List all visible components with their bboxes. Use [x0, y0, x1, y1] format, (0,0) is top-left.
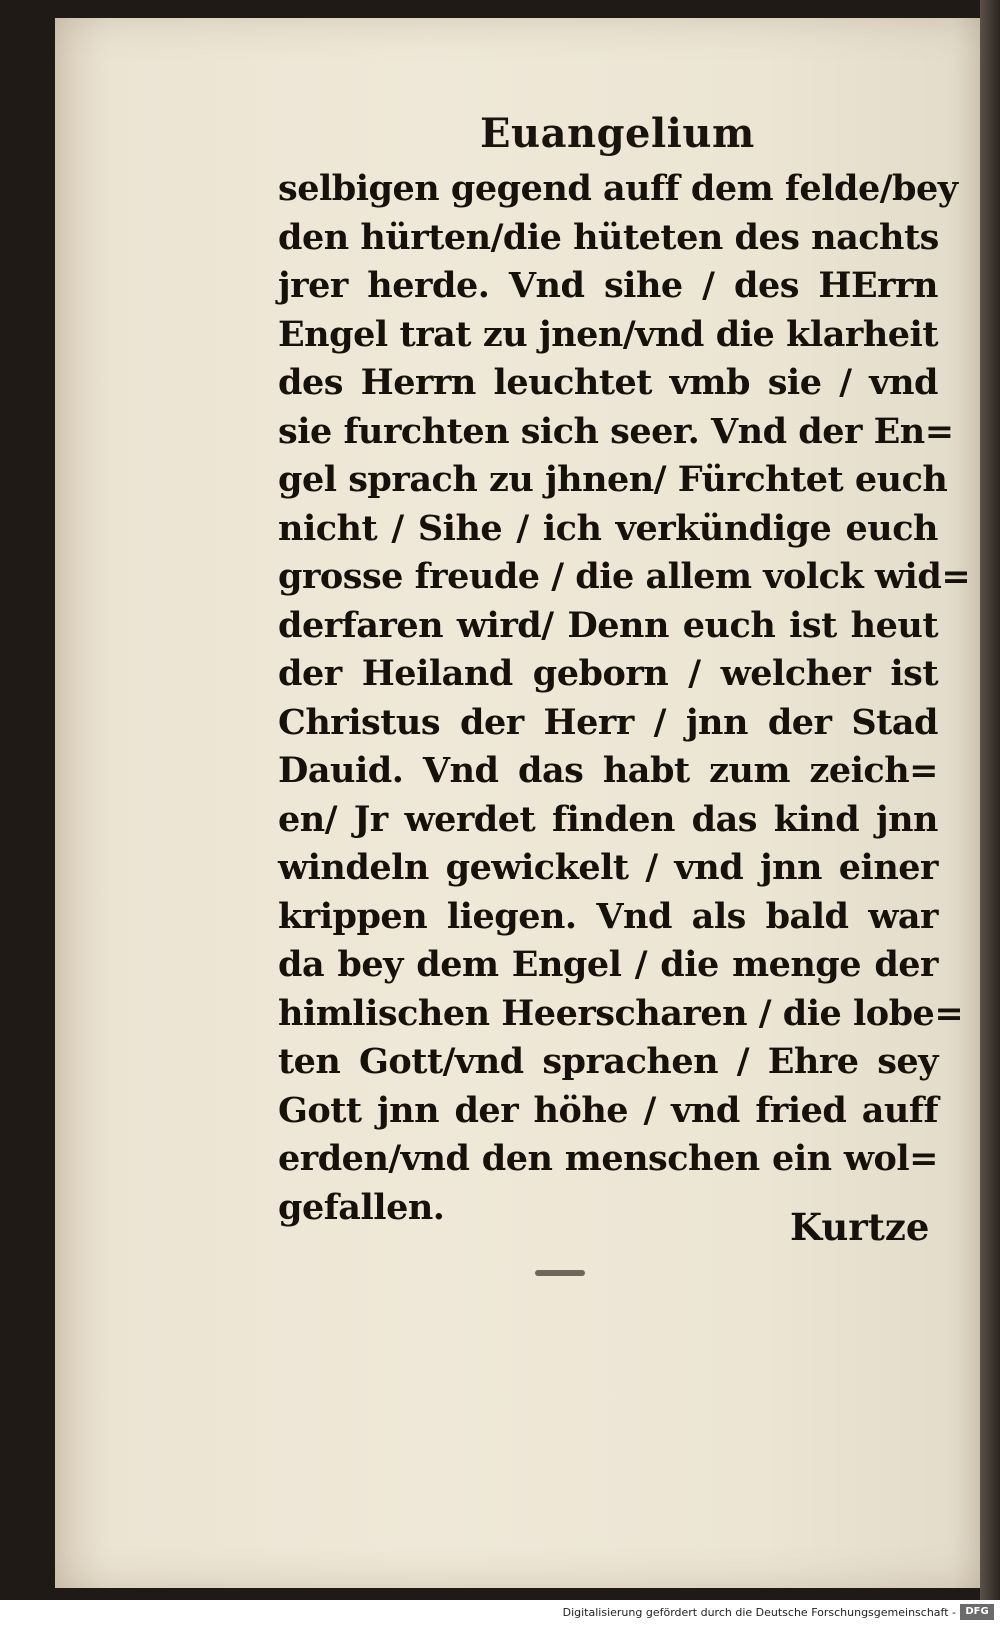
text-line: selbigen gegend auff dem felde/bey	[278, 168, 958, 209]
text-line: da bey dem Engel / die menge der	[278, 944, 938, 985]
text-line: en/ Jr werdet finden das kind jnn	[278, 798, 938, 840]
catchword: Kurtze	[790, 1205, 930, 1249]
text-line: himlischen Heerscharen / die lobe=	[278, 992, 964, 1034]
body-text	[278, 165, 971, 1232]
ink-smudge	[535, 1270, 585, 1276]
text-line: jrer herde. Vnd sihe / des HErrn	[278, 265, 938, 306]
text-line: Engel trat zu jnen/vnd die klarheit	[278, 313, 938, 355]
text-line: Dauid. Vnd das habt zum zeich=	[278, 750, 938, 791]
text-line: sie furchten sich seer. Vnd der En=	[278, 410, 954, 452]
text-line: Gott jnn der höhe / vnd fried auff	[278, 1089, 938, 1131]
dfg-logo: DFG	[960, 1604, 994, 1620]
text-line: krippen liegen. Vnd als bald war	[278, 895, 938, 937]
text-line: gefallen.	[278, 1186, 445, 1228]
text-line: gel sprach zu jhnen/ Fürchtet euch	[278, 459, 948, 500]
text-line: Christus der Herr / jnn der Stad	[278, 701, 938, 743]
text-line: nicht / Sihe / ich verkündige euch	[278, 507, 938, 549]
text-line: der Heiland geborn / welcher ist	[278, 653, 938, 694]
text-line: windeln gewickelt / vnd jnn einer	[278, 847, 938, 888]
text-line: den hürten/die hüteten des nachts	[278, 216, 939, 258]
text-line: ten Gott/vnd sprachen / Ehre sey	[278, 1041, 938, 1082]
text-line: erden/vnd den menschen ein wol=	[278, 1138, 938, 1179]
footer-credit: Digitalisierung gefördert durch die Deutsche Forschungsgemeinschaft -	[562, 1606, 956, 1619]
text-line: derfaren wird/ Denn euch ist heut	[278, 604, 938, 646]
running-header: Euangelium	[480, 110, 755, 157]
text-line: grosse freude / die allem volck wid=	[278, 556, 971, 597]
page-edge	[980, 0, 1000, 1600]
text-line: des Herrn leuchtet vmb sie / vnd	[278, 362, 938, 403]
